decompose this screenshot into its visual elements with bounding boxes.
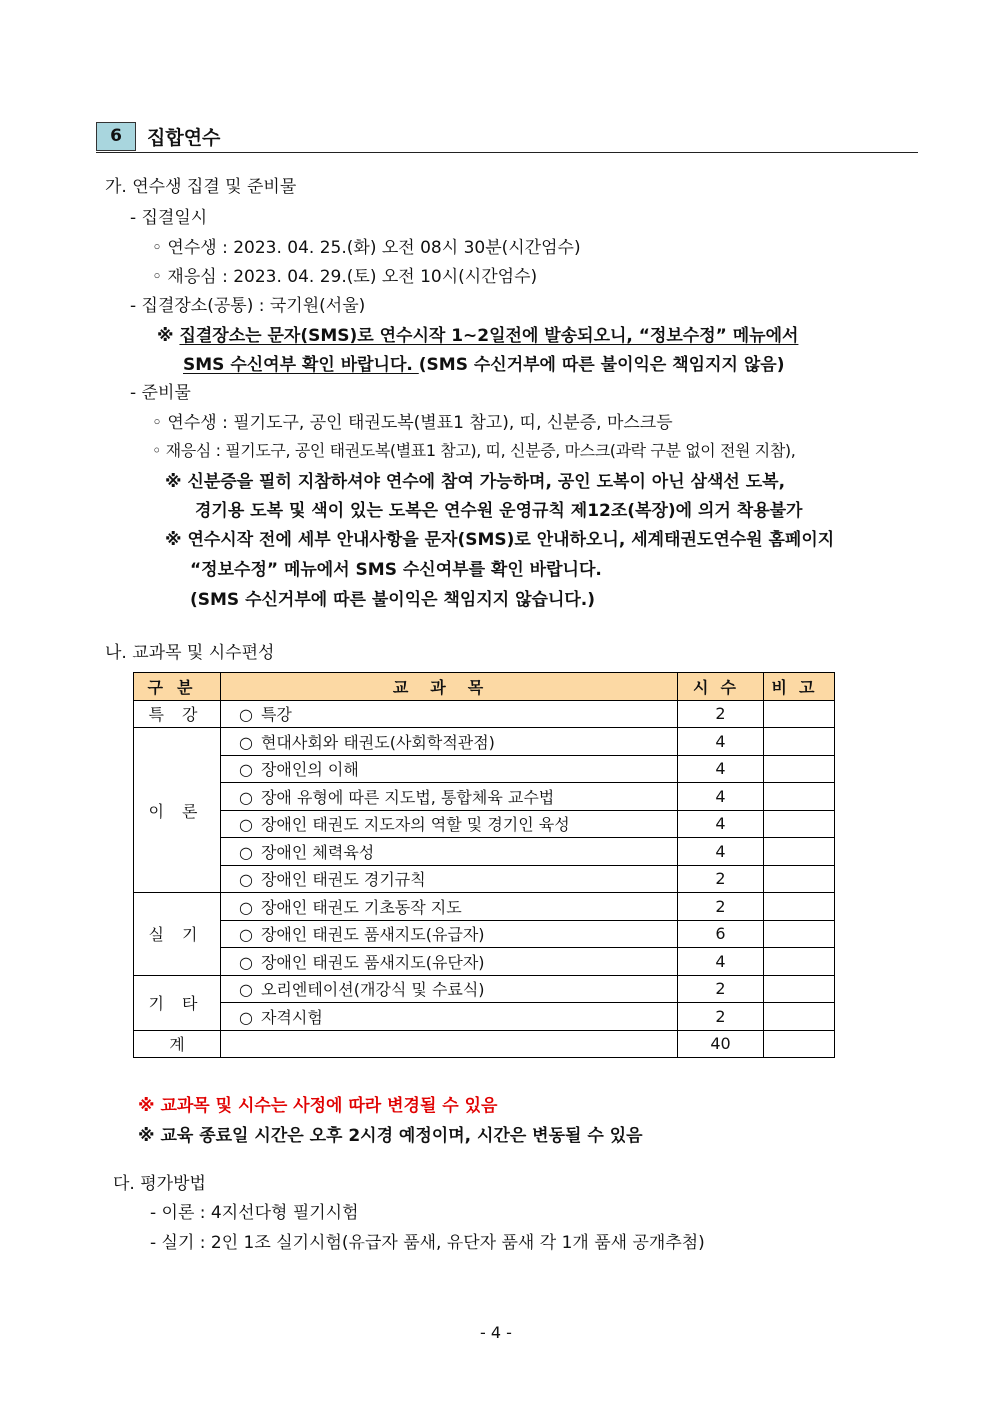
table-row [134,948,835,976]
subject-cell [221,975,678,1003]
subject-text: 장애인 태권도 품새지도(유단자) [260,952,485,972]
circle-icon: ○ [239,980,253,1000]
subject-text: 장애인 태권도 기초동작 지도 [260,897,462,917]
circle-icon: ○ [239,787,253,807]
subject-cell [221,865,678,893]
hours-cell: 6 [678,920,764,948]
note-cell [764,810,835,838]
sms-note-line3: (SMS 수신거부에 따른 불이익은 책임지지 않습니다.) [190,590,596,610]
table-row [134,755,835,783]
circle-icon: ○ [239,705,253,725]
header-subject: 교과목 [221,673,678,701]
subject-cell [221,783,678,811]
subject-cell [221,920,678,948]
subject-cell [221,755,678,783]
subject-text: 장애인 태권도 지도자의 역할 및 경기인 육성 [260,815,570,835]
header-note: 비고 [764,673,835,701]
header-hours: 시수 [678,673,764,701]
note-cell [764,865,835,893]
table-row [134,783,835,811]
circle-icon: ○ [239,760,253,780]
hours-cell: 4 [678,783,764,811]
subject-cell [221,893,678,921]
subject-cell [221,728,678,756]
place-note-text: 집결장소는 문자(SMS)로 연수시작 1~2일전에 발송되오니, “정보수정” 메뉴에서 [179,326,799,346]
theory-evaluation: - 이론 : 4지선다형 필기시험 [150,1203,359,1223]
category-cell: 실기 [134,893,221,976]
hours-cell: 2 [678,700,764,728]
retest-supplies: ◦ 재응심 : 필기도구, 공인 태권도복(별표1 참고), 띠, 신분증, 마스크(과락 구분 없이 전원 지참), [152,441,796,460]
circle-icon: ○ [239,842,253,862]
circle-icon: ○ [239,1007,253,1027]
circle-icon: ○ [239,815,253,835]
circle-icon: ○ [239,870,253,890]
subject-cell [221,948,678,976]
change-notice: ※ 교과목 및 시수는 사정에 따라 변경될 수 있음 [138,1096,498,1116]
retest-gathering-time: ◦ 재응심 : 2023. 04. 29.(토) 오전 10시(시간엄수) [152,267,538,287]
note-cell [764,838,835,866]
subject-text: 특강 [260,705,292,725]
sms-note-line2: “정보수정” 메뉴에서 SMS 수신여부를 확인 바랍니다. [190,560,602,580]
place-note-rest: (SMS 수신거부에 따른 불이익은 책임지지 않음) [418,355,785,375]
section-title: 집합연수 [147,127,221,149]
circle-icon: ○ [239,732,253,752]
table-row [134,920,835,948]
table-row [134,838,835,866]
header-category: 구분 [134,673,221,701]
note-mark: ※ [157,326,174,346]
note-cell [764,755,835,783]
total-label: 계 [134,1030,221,1058]
subject-cell [221,838,678,866]
subject-cell [221,810,678,838]
table-row [134,893,835,921]
subject-text: 장애인 체력육성 [260,842,375,862]
circle-icon: ○ [239,925,253,945]
id-note-line1: ※ 신분증을 필히 지참하셔야 연수에 참여 가능하며, 공인 도복이 아닌 삼색선 도복, [165,472,786,492]
hours-cell: 4 [678,810,764,838]
subject-text: 장애인 태권도 품새지도(유급자) [260,925,485,945]
table-total-row [134,1030,835,1058]
note-cell [764,783,835,811]
hours-cell: 4 [678,755,764,783]
part-c-heading: 다. 평가방법 [113,1174,206,1194]
hours-cell: 2 [678,893,764,921]
table-row [134,1003,835,1031]
section-number: 6 [96,122,136,151]
hours-cell: 2 [678,975,764,1003]
supplies-label: - 준비물 [130,383,191,403]
hours-cell: 4 [678,948,764,976]
part-b-heading: 나. 교과목 및 시수편성 [105,643,275,663]
hours-cell: 2 [678,1003,764,1031]
section-divider [96,152,918,153]
total-hours: 40 [678,1030,764,1058]
subject-text: 자격시험 [260,1007,323,1027]
id-note-line2: 경기용 도복 및 색이 있는 도복은 연수원 운영규칙 제12조(복장)에 의거 착용불가 [195,501,803,521]
end-time-notice: ※ 교육 종료일 시간은 오후 2시경 예정이며, 시간은 변동될 수 있음 [138,1126,643,1146]
table-row [134,728,835,756]
subject-text: 오리엔테이션(개강식 및 수료식) [260,980,485,1000]
hours-cell: 4 [678,838,764,866]
note-cell [764,975,835,1003]
total-subject-cell [221,1030,678,1058]
gathering-time-label: - 집결일시 [130,208,208,228]
subject-text: 장애 유형에 따른 지도법, 통합체육 교수법 [260,787,555,807]
note-cell [764,893,835,921]
table-row [134,700,835,728]
note-cell [764,700,835,728]
place-note-line1 [157,321,798,346]
table-header-row [134,673,835,701]
practical-evaluation: - 실기 : 2인 1조 실기시험(유급자 품새, 유단자 품새 각 1개 품새 공개추첨) [150,1233,705,1253]
subject-cell [221,700,678,728]
place-note-underlined: SMS 수신여부 확인 바랍니다. [183,355,419,375]
hours-cell: 2 [678,865,764,893]
page-number: - 4 - [480,1323,512,1342]
category-cell: 특강 [134,700,221,728]
trainee-gathering-time: ◦ 연수생 : 2023. 04. 25.(화) 오전 08시 30분(시간엄수) [152,238,581,258]
note-cell [764,948,835,976]
gathering-place: - 집결장소(공통) : 국기원(서울) [130,296,366,316]
trainee-supplies: ◦ 연수생 : 필기도구, 공인 태권도복(별표1 참고), 띠, 신분증, 마스크등 [152,413,673,433]
subject-text: 장애인 태권도 경기규칙 [260,870,426,890]
curriculum-table [133,672,835,1058]
subject-text: 장애인의 이해 [260,760,359,780]
subject-cell [221,1003,678,1031]
part-a-heading: 가. 연수생 집결 및 준비물 [105,177,297,197]
note-cell [764,920,835,948]
note-cell [764,728,835,756]
table-row [134,810,835,838]
category-cell: 기타 [134,975,221,1030]
table-row [134,975,835,1003]
circle-icon: ○ [239,952,253,972]
sms-note-line1: ※ 연수시작 전에 세부 안내사항을 문자(SMS)로 안내하오니, 세계태권도연수원 홈페이지 [165,530,835,550]
hours-cell: 4 [678,728,764,756]
table-row [134,865,835,893]
category-cell: 이론 [134,728,221,893]
circle-icon: ○ [239,897,253,917]
note-cell [764,1003,835,1031]
subject-text: 현대사회와 태권도(사회학적관점) [260,732,495,752]
total-note-cell [764,1030,835,1058]
place-note-line2 [183,350,784,375]
